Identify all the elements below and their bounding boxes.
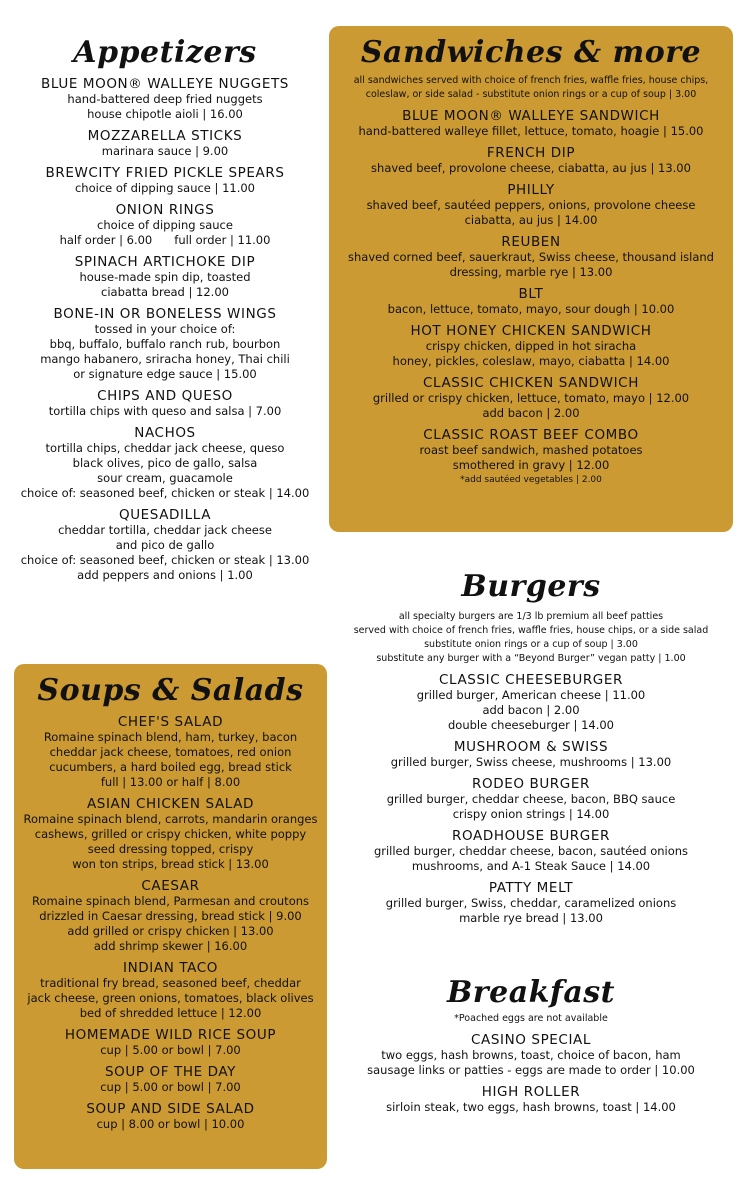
item-name: CHEF'S SALAD — [117, 714, 224, 730]
menu-item — [10, 254, 320, 300]
item-name: BREWCITY FRIED PICKLE SPEARS — [45, 165, 285, 181]
breakfast-title: Breakfast — [446, 975, 616, 1010]
item-description: tossed in your choice of: — [94, 322, 236, 336]
item-description: jack cheese, green onions, tomatoes, black olives — [27, 991, 314, 1005]
intro-line: all sandwiches served with choice of french fries, waffle fries, house chips, — [353, 75, 709, 86]
menu-item — [329, 108, 733, 139]
item-description: Romaine spinach blend, carrots, mandarin oranges — [23, 812, 318, 826]
item-description: tortilla chips, cheddar jack cheese, queso — [45, 441, 285, 455]
item-description: add shrimp skewer | 16.00 — [93, 939, 248, 953]
menu-item — [329, 828, 733, 874]
item-description: shaved beef, sautéed peppers, onions, provolone cheese — [366, 198, 696, 212]
item-description: choice of: seasoned beef, chicken or steak | 14.00 — [20, 486, 310, 500]
item-description: cup | 5.00 or bowl | 7.00 — [100, 1043, 241, 1057]
menu-item — [14, 1064, 327, 1095]
menu-item — [14, 960, 327, 1021]
item-name: BLUE MOON® WALLEYE SANDWICH — [402, 108, 660, 124]
sandwiches-intro — [329, 74, 733, 102]
item-description: add bacon | 2.00 — [482, 703, 580, 717]
item-description: add grilled or crispy chicken | 13.00 — [67, 924, 274, 938]
item-description: bed of shredded lettuce | 12.00 — [79, 1006, 262, 1020]
item-description: grilled burger, cheddar cheese, bacon, BBQ sauce — [386, 792, 676, 806]
menu-item — [14, 1101, 327, 1132]
item-description: roast beef sandwich, mashed potatoes — [419, 443, 643, 457]
item-description: seed dressing topped, crispy — [87, 842, 254, 856]
soups-list — [14, 714, 327, 1132]
item-description: double cheeseburger | 14.00 — [447, 718, 614, 732]
appetizers-title: Appetizers — [73, 35, 257, 70]
breakfast-intro — [329, 1012, 733, 1026]
item-description: ciabatta, au jus | 14.00 — [464, 213, 598, 227]
item-description: grilled burger, cheddar cheese, bacon, sautéed onions — [373, 844, 689, 858]
item-description: Romaine spinach blend, ham, turkey, bacon — [43, 730, 298, 744]
item-description: or signature edge sauce | 15.00 — [73, 367, 257, 381]
burgers-title: Burgers — [461, 569, 601, 604]
item-description: traditional fry bread, seasoned beef, cheddar — [40, 976, 301, 990]
item-description: and pico de gallo — [115, 538, 215, 552]
item-name: HIGH ROLLER — [481, 1084, 581, 1100]
intro-line: coleslaw, or side salad - substitute onion rings or a cup of soup | 3.00 — [365, 89, 697, 100]
menu-item — [329, 182, 733, 228]
item-description: full | 13.00 or half | 8.00 — [100, 775, 241, 789]
item-description: cashews, grilled or crispy chicken, white poppy — [34, 827, 307, 841]
item-description: mushrooms, and A-1 Steak Sauce | 14.00 — [411, 859, 651, 873]
menu-item — [14, 878, 327, 954]
intro-line: substitute any burger with a “Beyond Burger” vegan patty | 1.00 — [376, 653, 686, 664]
menu-item — [10, 128, 320, 159]
menu-item — [329, 672, 733, 733]
item-name: HOMEMADE WILD RICE SOUP — [64, 1027, 277, 1043]
menu-item — [10, 306, 320, 382]
item-description: hand-battered deep fried nuggets — [67, 92, 263, 106]
item-description: grilled burger, Swiss cheese, mushrooms | 13.00 — [390, 755, 672, 769]
menu-item — [329, 1084, 733, 1115]
item-name: REUBEN — [501, 234, 561, 250]
menu-item — [329, 427, 733, 487]
intro-line: served with choice of french fries, waffle fries, house chips, or a side salad — [353, 625, 709, 636]
item-description: grilled burger, Swiss, cheddar, caramelized onions — [385, 896, 677, 910]
item-name: SPINACH ARTICHOKE DIP — [74, 254, 256, 270]
item-description: bbq, buffalo, buffalo ranch rub, bourbon — [49, 337, 281, 351]
item-description: cheddar tortilla, cheddar jack cheese — [58, 523, 272, 537]
menu-item — [329, 286, 733, 317]
item-name: ROADHOUSE BURGER — [452, 828, 610, 844]
item-name: PHILLY — [507, 182, 555, 198]
price-option: half order | 6.00 — [59, 233, 153, 247]
item-description: house chipotle aioli | 16.00 — [87, 107, 243, 121]
item-description: cucumbers, a hard boiled egg, bread stick — [49, 760, 292, 774]
menu-item — [14, 796, 327, 872]
item-name: BLT — [518, 286, 544, 302]
item-name: ONION RINGS — [115, 202, 215, 218]
sandwiches-title: Sandwiches & more — [360, 35, 702, 70]
item-description: sour cream, guacamole — [97, 471, 233, 485]
item-description: grilled or crispy chicken, lettuce, tomato, mayo | 12.00 — [372, 391, 690, 405]
item-name: BLUE MOON® WALLEYE NUGGETS — [41, 76, 289, 92]
menu-item — [329, 776, 733, 822]
item-description: sausage links or patties - eggs are made to order | 10.00 — [367, 1063, 695, 1077]
item-name: MUSHROOM & SWISS — [453, 739, 609, 755]
soups-title: Soups & Salads — [37, 673, 304, 708]
item-description: bacon, lettuce, tomato, mayo, sour dough | 10.00 — [387, 302, 675, 316]
item-description: smothered in gravy | 12.00 — [452, 458, 610, 472]
item-name: SOUP OF THE DAY — [104, 1064, 236, 1080]
menu-item — [14, 714, 327, 790]
item-description: drizzled in Caesar dressing, bread stick | 9.00 — [39, 909, 302, 923]
menu-item — [329, 880, 733, 926]
sandwiches-section — [329, 26, 733, 532]
item-description: shaved corned beef, sauerkraut, Swiss cheese, thousand island — [348, 250, 714, 264]
item-description: ciabatta bread | 12.00 — [101, 285, 229, 299]
item-name: FRENCH DIP — [486, 145, 576, 161]
item-description: shaved beef, provolone cheese, ciabatta, au jus | 13.00 — [371, 161, 691, 175]
item-name: MOZZARELLA STICKS — [87, 128, 243, 144]
menu-item — [329, 234, 733, 280]
item-description: crispy chicken, dipped in hot siracha — [425, 339, 637, 353]
menu-item — [329, 323, 733, 369]
item-description: tortilla chips with queso and salsa | 7.00 — [48, 404, 282, 418]
intro-line: all specialty burgers are 1/3 lb premium all beef patties — [398, 611, 664, 622]
item-description: marble rye bread | 13.00 — [459, 911, 603, 925]
menu-item — [329, 375, 733, 421]
item-description: black olives, pico de gallo, salsa — [72, 456, 258, 470]
item-description: house-made spin dip, toasted — [79, 270, 251, 284]
menu-item — [10, 76, 320, 122]
breakfast-list — [329, 1032, 733, 1115]
item-name: NACHOS — [134, 425, 196, 441]
item-name: PATTY MELT — [488, 880, 574, 896]
menu-item — [329, 739, 733, 770]
item-name: CLASSIC CHICKEN SANDWICH — [423, 375, 639, 391]
intro-line: substitute onion rings or a cup of soup | 3.00 — [424, 639, 638, 650]
item-description: cup | 8.00 or bowl | 10.00 — [96, 1117, 245, 1131]
item-name: CASINO SPECIAL — [470, 1032, 592, 1048]
menu-item — [10, 202, 320, 248]
burgers-section — [329, 570, 733, 926]
item-description: choice of dipping sauce — [97, 218, 233, 232]
item-name: CLASSIC ROAST BEEF COMBO — [423, 427, 639, 443]
menu-item — [329, 145, 733, 176]
item-description: Romaine spinach blend, Parmesan and croutons — [31, 894, 310, 908]
item-name: CHIPS AND QUESO — [97, 388, 233, 404]
item-price-options — [10, 233, 320, 248]
menu-item — [10, 425, 320, 501]
sandwiches-list — [329, 108, 733, 487]
menu-item — [329, 1032, 733, 1078]
item-description: cheddar jack cheese, tomatoes, red onion — [49, 745, 292, 759]
item-name: INDIAN TACO — [123, 960, 218, 976]
item-description: sirloin steak, two eggs, hash browns, toast | 14.00 — [386, 1100, 676, 1114]
burgers-intro — [329, 610, 733, 666]
menu-item — [10, 165, 320, 196]
price-option: full order | 11.00 — [174, 233, 271, 247]
item-name: RODEO BURGER — [472, 776, 590, 792]
burgers-list — [329, 672, 733, 926]
soups-section — [14, 664, 327, 1169]
item-description: grilled burger, American cheese | 11.00 — [416, 688, 646, 702]
menu-item — [10, 388, 320, 419]
item-name: CLASSIC CHEESEBURGER — [439, 672, 623, 688]
item-description: mango habanero, sriracha honey, Thai chili — [40, 352, 290, 366]
item-description: hand-battered walleye fillet, lettuce, tomato, hoagie | 15.00 — [358, 124, 704, 138]
menu-item — [14, 1027, 327, 1058]
item-description: choice of dipping sauce | 11.00 — [74, 181, 255, 195]
item-description: add peppers and onions | 1.00 — [77, 568, 253, 582]
item-description: won ton strips, bread stick | 13.00 — [72, 857, 269, 871]
item-description: honey, pickles, coleslaw, mayo, ciabatta | 14.00 — [392, 354, 670, 368]
item-name: SOUP AND SIDE SALAD — [86, 1101, 255, 1117]
intro-line: *Poached eggs are not available — [454, 1013, 608, 1024]
appetizers-list — [10, 76, 320, 583]
breakfast-section — [329, 976, 733, 1115]
appetizers-section — [10, 36, 320, 583]
item-description: choice of: seasoned beef, chicken or steak | 13.00 — [20, 553, 310, 567]
item-description: add bacon | 2.00 — [482, 406, 580, 420]
item-name: CAESAR — [141, 878, 200, 894]
item-name: QUESADILLA — [118, 507, 212, 523]
item-name: ASIAN CHICKEN SALAD — [86, 796, 255, 812]
item-note: *add sautéed vegetables | 2.00 — [460, 475, 602, 485]
menu-item — [10, 507, 320, 583]
item-description: marinara sauce | 9.00 — [101, 144, 229, 158]
item-description: dressing, marble rye | 13.00 — [449, 265, 613, 279]
item-description: crispy onion strings | 14.00 — [452, 807, 610, 821]
item-description: cup | 5.00 or bowl | 7.00 — [100, 1080, 241, 1094]
item-description: two eggs, hash browns, toast, choice of bacon, ham — [381, 1048, 681, 1062]
item-name: HOT HONEY CHICKEN SANDWICH — [410, 323, 652, 339]
item-name: BONE-IN OR BONELESS WINGS — [53, 306, 277, 322]
